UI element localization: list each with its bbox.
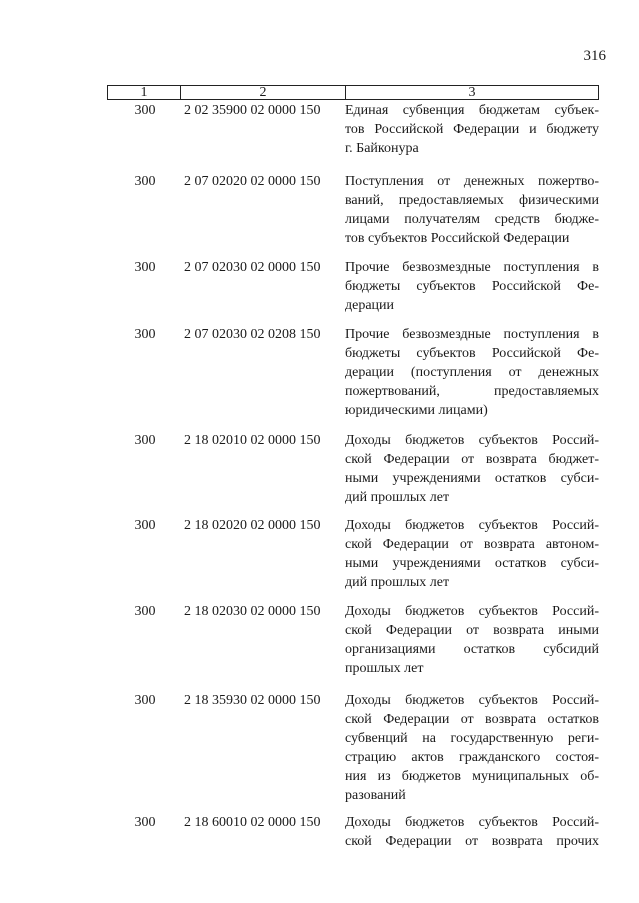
budget-classification-code: 2 07 02020 02 0000 150 bbox=[184, 174, 321, 189]
description-line: Доходы бюджетов субъектов Россий- bbox=[345, 604, 599, 619]
table-header bbox=[107, 85, 599, 100]
description-line: прошлых лет bbox=[345, 661, 424, 676]
description-line: тов субъектов Российской Федерации bbox=[345, 231, 570, 246]
description-line: бюджеты субъектов Российской Фе- bbox=[345, 346, 599, 361]
description-line: Доходы бюджетов субъектов Россий- bbox=[345, 518, 599, 533]
description-line: разований bbox=[345, 788, 406, 803]
description-line: Доходы бюджетов субъектов Россий- bbox=[345, 815, 599, 830]
admin-code: 300 bbox=[134, 433, 156, 448]
page-number: 316 bbox=[583, 48, 606, 64]
description-line: страцию актов гражданского состоя- bbox=[345, 750, 599, 765]
header-col-2: 2 bbox=[181, 86, 346, 99]
admin-code: 300 bbox=[134, 260, 156, 275]
budget-classification-code: 2 18 60010 02 0000 150 bbox=[184, 815, 321, 830]
description-line: дий прошлых лет bbox=[345, 490, 450, 505]
income-description bbox=[345, 431, 599, 507]
description-line: ской Федерации от возврата остатков bbox=[345, 712, 599, 727]
description-line: Доходы бюджетов субъектов Россий- bbox=[345, 693, 599, 708]
income-description bbox=[345, 101, 599, 158]
description-line: ской Федерации от возврата прочих bbox=[345, 834, 599, 849]
income-description bbox=[345, 813, 599, 851]
budget-classification-code: 2 18 02020 02 0000 150 bbox=[184, 518, 321, 533]
admin-code: 300 bbox=[134, 518, 156, 533]
description-line: ваний, предоставляемых физическими bbox=[345, 193, 599, 208]
budget-classification-code: 2 18 35930 02 0000 150 bbox=[184, 693, 321, 708]
description-line: ской Федерации от возврата бюджет- bbox=[345, 452, 599, 467]
description-line: ными учреждениями остатков субси- bbox=[345, 556, 599, 571]
description-line: пожертвований, предоставляемых bbox=[345, 384, 599, 399]
description-line: Доходы бюджетов субъектов Россий- bbox=[345, 433, 599, 448]
admin-code: 300 bbox=[134, 103, 156, 118]
budget-classification-code: 2 18 02030 02 0000 150 bbox=[184, 604, 321, 619]
description-line: дий прошлых лет bbox=[345, 575, 450, 590]
description-line: ния из бюджетов муниципальных об- bbox=[345, 769, 599, 784]
income-description bbox=[345, 516, 599, 592]
description-line: юридическими лицами) bbox=[345, 403, 488, 418]
description-line: Поступления от денежных пожертво- bbox=[345, 174, 599, 189]
header-col-1: 1 bbox=[108, 86, 181, 99]
description-line: ской Федерации от возврата иными bbox=[345, 623, 599, 638]
description-line: ской Федерации от возврата автоном- bbox=[345, 537, 599, 552]
income-description bbox=[345, 325, 599, 420]
budget-classification-code: 2 02 35900 02 0000 150 bbox=[184, 103, 321, 118]
admin-code: 300 bbox=[134, 815, 156, 830]
income-description bbox=[345, 602, 599, 678]
admin-code: 300 bbox=[134, 604, 156, 619]
description-line: организациями остатков субсидий bbox=[345, 642, 599, 657]
description-line: лицами получателям средств бюдже- bbox=[345, 212, 599, 227]
admin-code: 300 bbox=[134, 327, 156, 342]
description-line: бюджеты субъектов Российской Фе- bbox=[345, 279, 599, 294]
description-line: Единая субвенция бюджетам субъек- bbox=[345, 103, 599, 118]
header-col-3: 3 bbox=[468, 85, 476, 100]
description-line: Прочие безвозмездные поступления в bbox=[345, 260, 599, 275]
income-description bbox=[345, 691, 599, 805]
description-line: ными учреждениями остатков субси- bbox=[345, 471, 599, 486]
description-line: субвенций на государственную реги- bbox=[345, 731, 599, 746]
description-line: Прочие безвозмездные поступления в bbox=[345, 327, 599, 342]
budget-classification-code: 2 07 02030 02 0000 150 bbox=[184, 260, 321, 275]
budget-classification-code: 2 07 02030 02 0208 150 bbox=[184, 327, 321, 342]
description-line: г. Байконура bbox=[345, 141, 419, 156]
income-description bbox=[345, 172, 599, 248]
description-line: дерации (поступления от денежных bbox=[345, 365, 599, 380]
description-line: дерации bbox=[345, 298, 395, 313]
description-line: тов Российской Федерации и бюджету bbox=[345, 122, 599, 137]
admin-code: 300 bbox=[134, 693, 156, 708]
budget-classification-code: 2 18 02010 02 0000 150 bbox=[184, 433, 321, 448]
income-description bbox=[345, 258, 599, 315]
admin-code: 300 bbox=[134, 174, 156, 189]
